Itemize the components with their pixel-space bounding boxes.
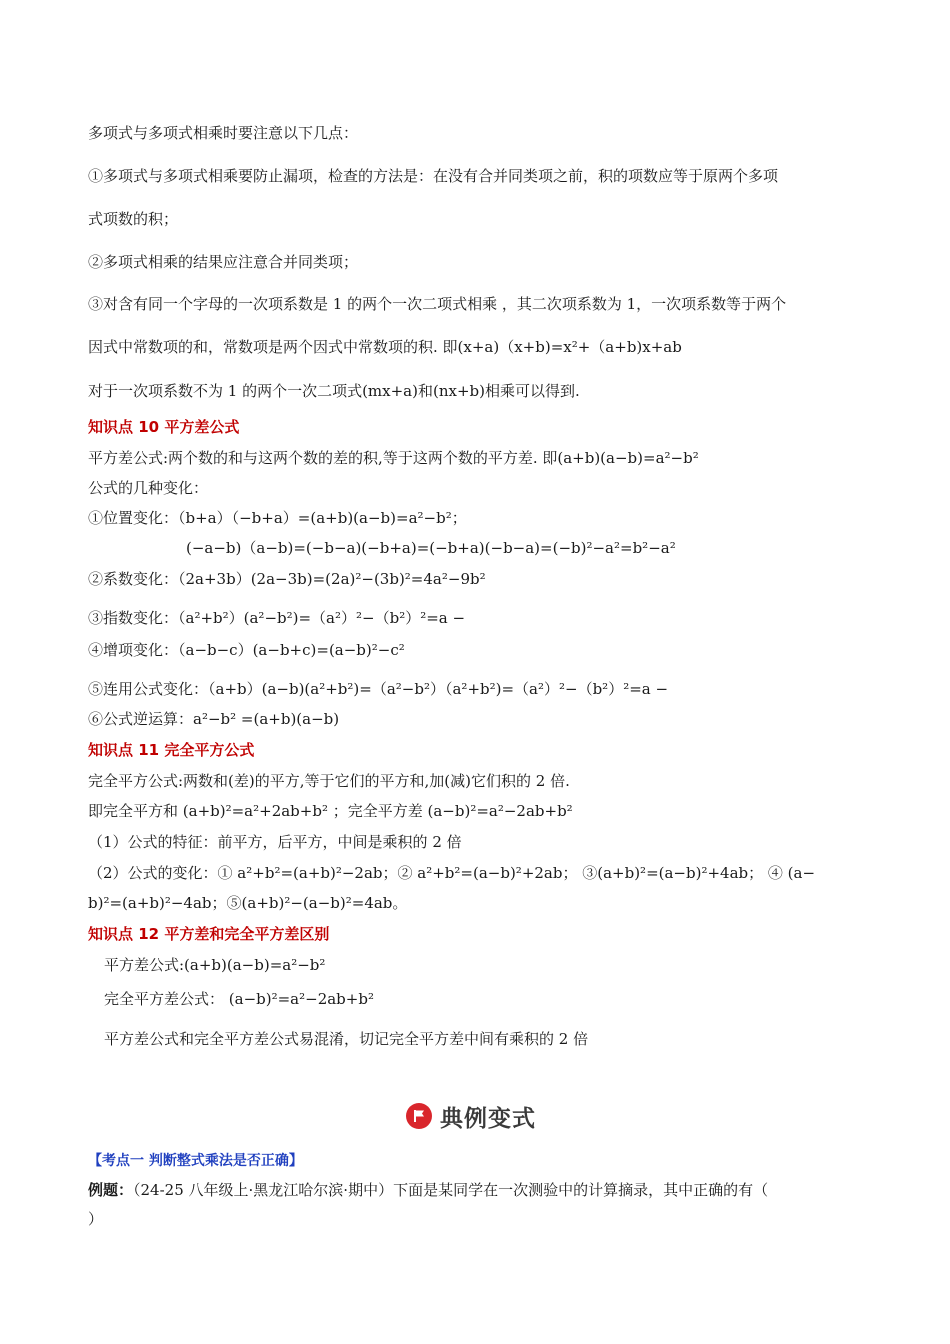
category-heading: 【考点一 判断整式乘法是否正确】 [88, 1153, 303, 1169]
section-heading: 知识点 11 完全平方公式 [88, 741, 255, 759]
example-text: （24-25 八年级上·黑龙江哈尔滨·期中）下面是某同学在一次测验中的计算摘录，其中正确的有（ [133, 1181, 769, 1199]
formula-line: ③指数变化：（a²+b²）(a²−b²)=（a²）²−（b²）²=a − [88, 609, 466, 627]
text-line: 完全平方公式:两数和(差)的平方,等于它们的平方和,加(减)它们积的 2 倍. [88, 772, 570, 790]
section-heading: 知识点 12 平方差和完全平方差区别 [88, 925, 330, 943]
formula-line: ⑤连用公式变化：（a+b）(a−b)(a²+b²)=（a²−b²）（a²+b²)=（a²）²−（b²）²=a − [88, 680, 669, 698]
formula-line: (−a−b)（a−b)=(−b−a)(−b+a)=(−b+a)(−b−a)=(−b)²−a²=b²−a² [186, 539, 676, 557]
text-line: 式项数的积； [88, 210, 179, 228]
flag-icon [406, 1103, 432, 1129]
formula-line: 即完全平方和 (a+b)²=a²+2ab+b² ；完全平方差 (a−b)²=a²−2ab+b² [88, 802, 573, 820]
text-line: （1）公式的特征：前平方，后平方，中间是乘积的 2 倍 [88, 833, 462, 851]
text-line: 对于一次项系数不为 1 的两个一次二项式(mx+a)和(nx+b)相乘可以得到. [88, 382, 580, 400]
formula-line: ④增项变化：（a−b−c）(a−b+c)=(a−b)²−c² [88, 641, 405, 659]
example-line [88, 1180, 768, 1200]
example-label: 例题： [88, 1181, 134, 1199]
text-line: 平方差公式:两个数的和与这两个数的差的积,等于这两个数的平方差. 即(a+b)(a−b)=a²−b² [88, 449, 699, 467]
formula-line: b)²=(a+b)²−4ab；⑤(a+b)²−(a−b)²=4ab。 [88, 894, 408, 912]
formula-line: （2）公式的变化：① a²+b²=(a+b)²−2ab；② a²+b²=(a−b)²+2ab； ③(a+b)²=(a−b)²+4ab； ④ (a− [88, 864, 816, 882]
formula-line: 平方差公式:(a+b)(a−b)=a²−b² [104, 956, 326, 974]
text-line: ①多项式与多项式相乘要防止漏项，检查的方法是：在没有合并同类项之前，积的项数应等于原两个多项 [88, 167, 779, 185]
text-line: 公式的几种变化： [88, 479, 209, 497]
section-banner [406, 1099, 536, 1133]
text-line: 平方差公式和完全平方差公式易混淆，切记完全平方差中间有乘积的 2 倍 [104, 1030, 589, 1048]
text-line: ③对含有同一个字母的一次项系数是 1 的两个一次二项式相乘 ，其二次项系数为 1，一次项系数等于两个 [88, 295, 787, 313]
text-line: ②多项式相乘的结果应注意合并同类项； [88, 253, 359, 271]
formula-line: ②系数变化：（2a+3b）(2a−3b)=(2a)²−(3b)²=4a²−9b² [88, 570, 486, 588]
formula-line: 完全平方差公式： (a−b)²=a²−2ab+b² [104, 990, 374, 1008]
example-line: ） [88, 1210, 104, 1228]
banner-title: 典例变式 [440, 1105, 536, 1132]
formula-line: ⑥公式逆运算：a²−b² =(a+b)(a−b) [88, 710, 340, 728]
section-heading: 知识点 10 平方差公式 [88, 418, 240, 436]
text-line: 因式中常数项的和，常数项是两个因式中常数项的积. 即(x+a)（x+b)=x²+（a+b)x+ab [88, 338, 682, 356]
text-line: 多项式与多项式相乘时要注意以下几点： [88, 124, 359, 142]
formula-line: ①位置变化：（b+a）（−b+a）=(a+b)(a−b)=a²−b²； [88, 509, 467, 527]
